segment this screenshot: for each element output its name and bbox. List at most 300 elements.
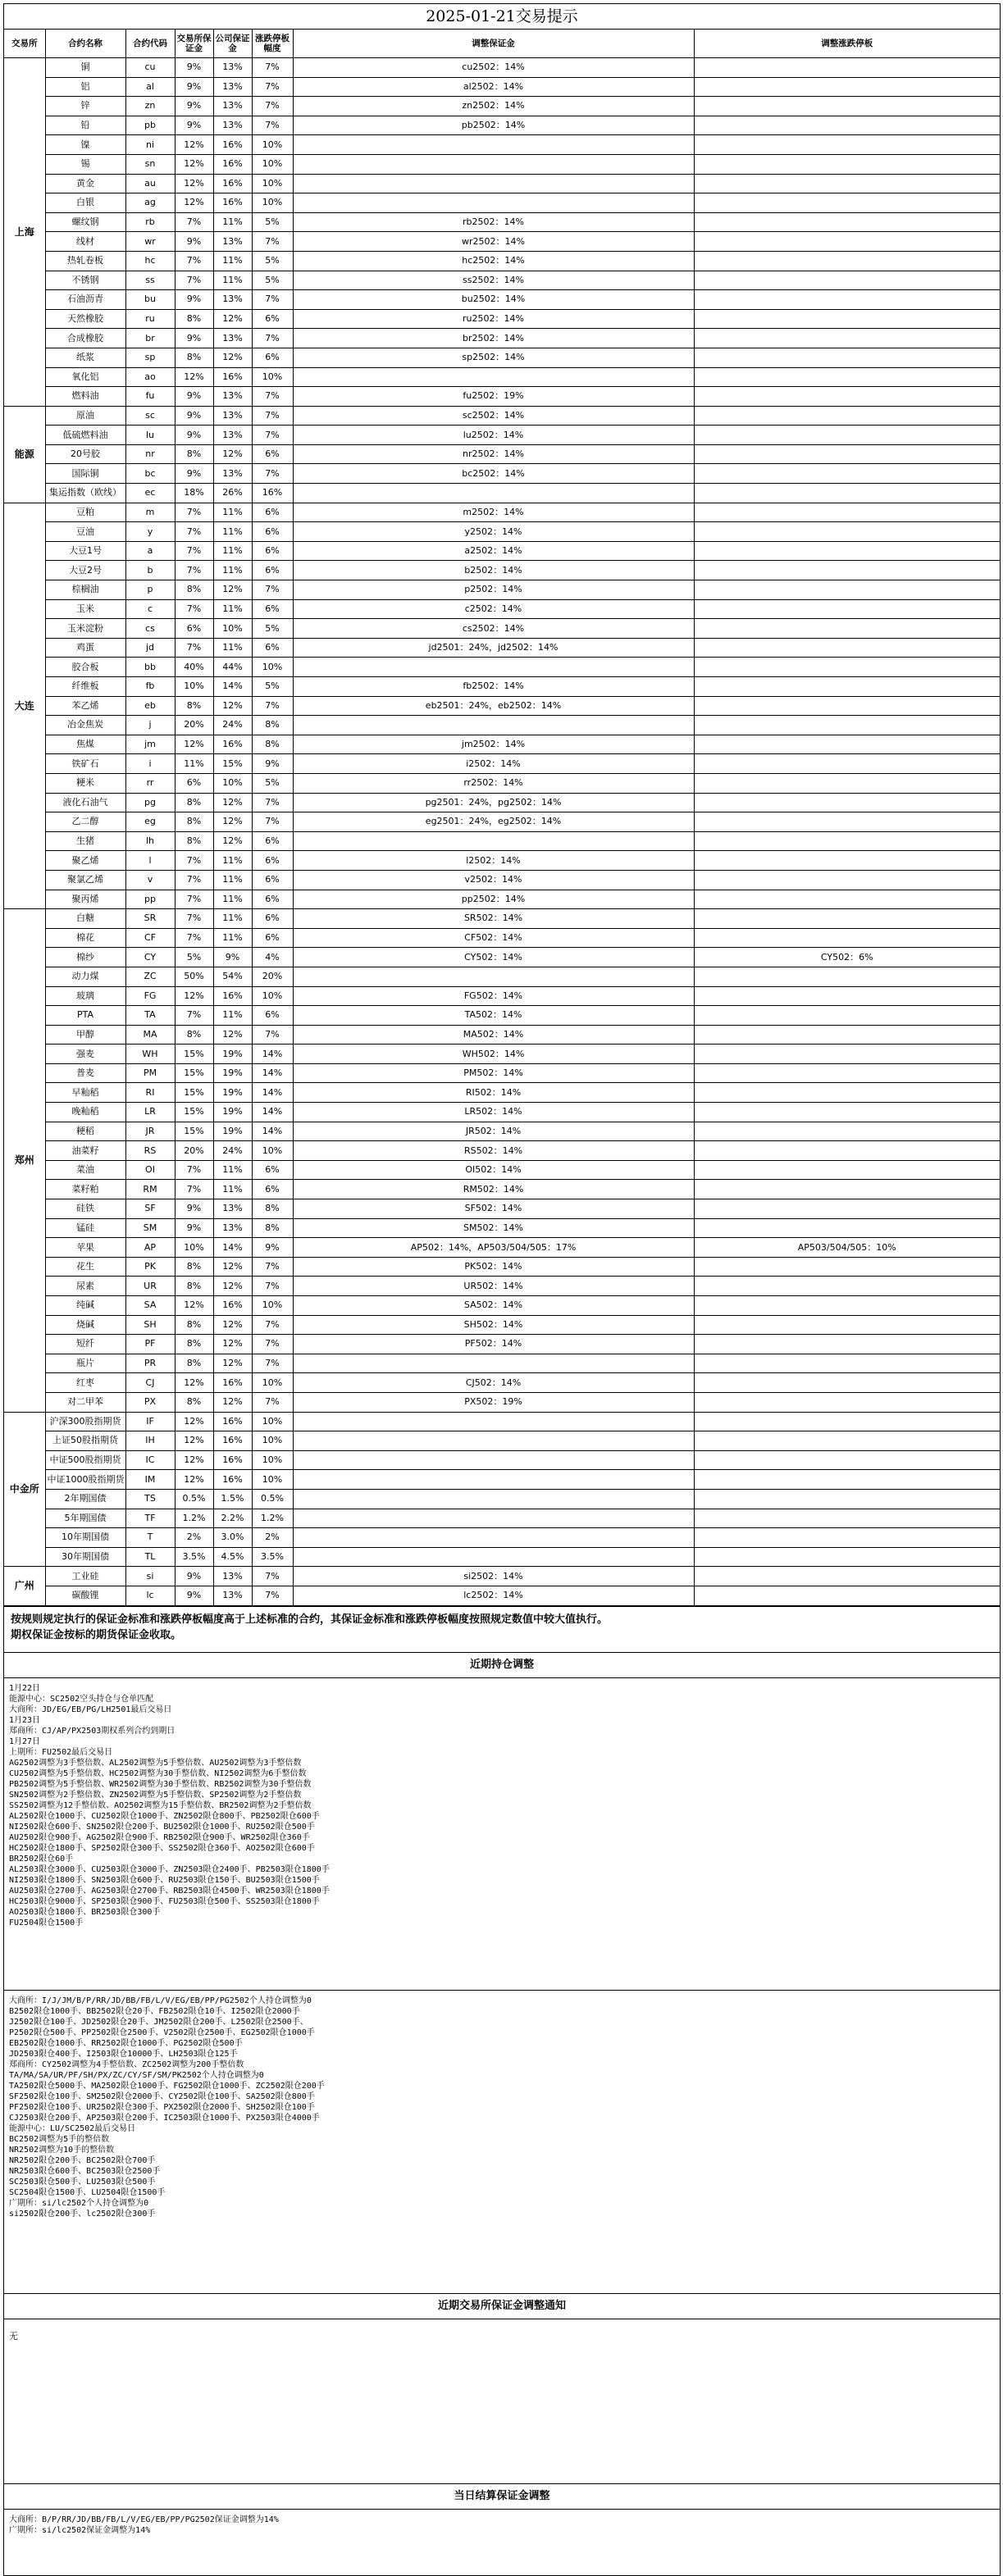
contract-code-cell: T: [125, 1528, 175, 1548]
exchange-margin-cell: 7%: [175, 212, 213, 232]
company-margin-cell: 10%: [213, 619, 252, 639]
price-limit-cell: 7%: [252, 1277, 293, 1296]
exchange-margin-cell: 12%: [175, 193, 213, 213]
price-limit-cell: 2%: [252, 1528, 293, 1548]
company-margin-cell: 15%: [213, 754, 252, 774]
adjusted-margin-cell: v2502：14%: [293, 870, 694, 890]
adjusted-limit-cell: [694, 1567, 1000, 1586]
exchange-margin-cell: 8%: [175, 793, 213, 812]
contract-name-cell: 锡: [45, 154, 125, 174]
contract-name-cell: 铁矿石: [45, 754, 125, 774]
contract-name-cell: 铅: [45, 116, 125, 135]
contract-code-cell: ni: [125, 135, 175, 155]
exchange-margin-cell: 8%: [175, 580, 213, 600]
adjusted-limit-cell: [694, 174, 1000, 193]
rule-line: 期权保证金按标的期货保证金收取。: [11, 1628, 182, 1641]
adjusted-limit-cell: [694, 580, 1000, 600]
table-body: [4, 58, 1000, 1606]
table-row: [4, 870, 1000, 890]
adjusted-margin-cell: p2502：14%: [293, 580, 694, 600]
adjusted-limit-cell: [694, 1122, 1000, 1141]
adjusted-limit-cell: [694, 97, 1000, 116]
exchange-margin-cell: 7%: [175, 271, 213, 290]
exchange-margin-cell: 8%: [175, 1257, 213, 1277]
company-margin-cell: 13%: [213, 290, 252, 310]
contract-code-cell: i: [125, 754, 175, 774]
adjusted-limit-cell: [694, 1489, 1000, 1509]
adjusted-margin-cell: nr2502：14%: [293, 444, 694, 464]
adjusted-limit-cell: [694, 812, 1000, 832]
adjusted-limit-cell: [694, 696, 1000, 716]
price-limit-cell: 10%: [252, 367, 293, 387]
adjusted-limit-cell: [694, 1547, 1000, 1567]
price-limit-cell: 5%: [252, 619, 293, 639]
adjusted-limit-cell: [694, 831, 1000, 851]
header-exchange-margin: 交易所保证金: [175, 30, 213, 58]
contract-code-cell: OI: [125, 1160, 175, 1180]
price-limit-cell: 6%: [252, 599, 293, 619]
company-margin-cell: 11%: [213, 561, 252, 580]
contract-name-cell: 玉米淀粉: [45, 619, 125, 639]
table-row: [4, 290, 1000, 310]
exchange-margin-cell: 12%: [175, 1470, 213, 1490]
table-row: [4, 793, 1000, 812]
table-row: [4, 1528, 1000, 1548]
adjusted-margin-cell: bu2502：14%: [293, 290, 694, 310]
exchange-margin-cell: 40%: [175, 658, 213, 677]
adjusted-limit-cell: [694, 735, 1000, 754]
exchange-margin-cell: 9%: [175, 464, 213, 484]
contract-code-cell: bb: [125, 658, 175, 677]
company-margin-cell: 13%: [213, 406, 252, 426]
contract-code-cell: IM: [125, 1470, 175, 1490]
adjusted-margin-cell: eb2501：24%，eb2502：14%: [293, 696, 694, 716]
table-row: [4, 1199, 1000, 1219]
company-margin-cell: 16%: [213, 1296, 252, 1316]
price-limit-cell: 7%: [252, 58, 293, 78]
adjusted-limit-cell: [694, 599, 1000, 619]
price-limit-cell: 9%: [252, 1238, 293, 1258]
table-row: [4, 1277, 1000, 1296]
exchange-margin-cell: 8%: [175, 1277, 213, 1296]
contract-code-cell: sp: [125, 348, 175, 367]
company-margin-cell: 10%: [213, 773, 252, 793]
contract-code-cell: wr: [125, 232, 175, 252]
company-margin-cell: 16%: [213, 1412, 252, 1431]
contract-code-cell: lu: [125, 426, 175, 445]
contract-name-cell: 工业硅: [45, 1567, 125, 1586]
table-row: [4, 97, 1000, 116]
contract-name-cell: 纤维板: [45, 677, 125, 697]
exchange-margin-cell: 8%: [175, 309, 213, 329]
adjusted-limit-cell: [694, 773, 1000, 793]
exchange-margin-cell: 11%: [175, 754, 213, 774]
contract-name-cell: 铝: [45, 77, 125, 97]
company-margin-cell: 26%: [213, 484, 252, 503]
exchange-margin-cell: 8%: [175, 1315, 213, 1335]
exchange-margin-cell: 7%: [175, 909, 213, 929]
contract-name-cell: 氧化铝: [45, 367, 125, 387]
price-limit-cell: 6%: [252, 909, 293, 929]
contract-code-cell: IF: [125, 1412, 175, 1431]
exchange-margin-cell: 12%: [175, 986, 213, 1006]
adjusted-margin-cell: si2502：14%: [293, 1567, 694, 1586]
exchange-margin-cell: 9%: [175, 426, 213, 445]
adjusted-margin-cell: lc2502：14%: [293, 1586, 694, 1605]
adjusted-margin-cell: bc2502：14%: [293, 464, 694, 484]
adjusted-limit-cell: [694, 1450, 1000, 1470]
exchange-margin-cell: 12%: [175, 1450, 213, 1470]
adjusted-limit-cell: [694, 135, 1000, 155]
adjusted-limit-cell: [694, 928, 1000, 948]
company-margin-cell: 13%: [213, 426, 252, 445]
contract-code-cell: ss: [125, 271, 175, 290]
exchange-margin-cell: 12%: [175, 1373, 213, 1393]
adjusted-limit-cell: [694, 1083, 1000, 1103]
price-limit-cell: 7%: [252, 1315, 293, 1335]
price-limit-cell: 6%: [252, 503, 293, 522]
adjusted-limit-cell: [694, 1431, 1000, 1451]
contract-code-cell: fb: [125, 677, 175, 697]
exchange-margin-cell: 12%: [175, 154, 213, 174]
table-row: [4, 154, 1000, 174]
adjusted-limit-cell: [694, 309, 1000, 329]
adjusted-limit-cell: [694, 986, 1000, 1006]
exchange-margin-cell: 9%: [175, 290, 213, 310]
price-limit-cell: 10%: [252, 658, 293, 677]
adjusted-limit-cell: [694, 1045, 1000, 1064]
adjusted-limit-cell: [694, 77, 1000, 97]
adjusted-limit-cell: [694, 1509, 1000, 1528]
contract-code-cell: si: [125, 1567, 175, 1586]
table-row: [4, 1006, 1000, 1026]
company-margin-cell: 12%: [213, 696, 252, 716]
adjusted-margin-cell: [293, 967, 694, 986]
company-margin-cell: 11%: [213, 271, 252, 290]
exchange-margin-cell: 8%: [175, 812, 213, 832]
contract-code-cell: RS: [125, 1141, 175, 1161]
exchange-margin-cell: 12%: [175, 1296, 213, 1316]
contract-code-cell: fu: [125, 387, 175, 407]
company-margin-cell: 16%: [213, 135, 252, 155]
contract-code-cell: RM: [125, 1180, 175, 1199]
company-margin-cell: 16%: [213, 1450, 252, 1470]
exchange-margin-cell: 6%: [175, 619, 213, 639]
adjusted-limit-cell: [694, 193, 1000, 213]
table-row: [4, 387, 1000, 407]
contract-code-cell: ag: [125, 193, 175, 213]
company-margin-cell: 19%: [213, 1063, 252, 1083]
adjusted-limit-cell: [694, 1199, 1000, 1219]
exchange-margin-cell: 18%: [175, 484, 213, 503]
exchange-margin-cell: 2%: [175, 1528, 213, 1548]
contract-code-cell: lc: [125, 1586, 175, 1605]
exchange-margin-cell: 12%: [175, 735, 213, 754]
exchange-margin-cell: 20%: [175, 1141, 213, 1161]
table-row: [4, 1431, 1000, 1451]
table-row: [4, 1218, 1000, 1238]
contract-name-cell: 燃料油: [45, 387, 125, 407]
adjusted-limit-cell: [694, 58, 1000, 78]
exchange-margin-cell: 8%: [175, 1392, 213, 1412]
price-limit-cell: 7%: [252, 406, 293, 426]
adjusted-limit-cell: [694, 444, 1000, 464]
adjusted-margin-cell: wr2502：14%: [293, 232, 694, 252]
adjusted-limit-cell: [694, 1528, 1000, 1548]
contract-code-cell: v: [125, 870, 175, 890]
exchange-margin-cell: 6%: [175, 773, 213, 793]
company-margin-cell: 12%: [213, 309, 252, 329]
contract-code-cell: ZC: [125, 967, 175, 986]
contract-code-cell: l: [125, 851, 175, 871]
adjusted-margin-cell: cs2502：14%: [293, 619, 694, 639]
price-limit-cell: 7%: [252, 290, 293, 310]
price-limit-cell: 7%: [252, 1567, 293, 1586]
adjusted-margin-cell: pp2502：14%: [293, 890, 694, 909]
company-margin-cell: 11%: [213, 212, 252, 232]
table-row: [4, 1160, 1000, 1180]
table-row: [4, 735, 1000, 754]
header-exchange: 交易所: [4, 30, 45, 58]
contract-code-cell: al: [125, 77, 175, 97]
contract-name-cell: 鸡蛋: [45, 638, 125, 658]
price-limit-cell: 10%: [252, 1373, 293, 1393]
contract-name-cell: 苯乙烯: [45, 696, 125, 716]
contract-code-cell: eb: [125, 696, 175, 716]
company-margin-cell: 16%: [213, 1431, 252, 1451]
exchange-margin-cell: 12%: [175, 1431, 213, 1451]
table-row: [4, 212, 1000, 232]
table-row: [4, 890, 1000, 909]
contract-name-cell: 上证50股指期货: [45, 1431, 125, 1451]
contract-name-cell: 沪深300股指期货: [45, 1412, 125, 1431]
price-limit-cell: 6%: [252, 870, 293, 890]
table-row: [4, 561, 1000, 580]
contract-name-cell: 铜: [45, 58, 125, 78]
adjusted-limit-cell: [694, 271, 1000, 290]
price-limit-cell: 10%: [252, 193, 293, 213]
price-limit-cell: 8%: [252, 1199, 293, 1219]
adjusted-margin-cell: pg2501：24%，pg2502：14%: [293, 793, 694, 812]
adjusted-margin-cell: RM502：14%: [293, 1180, 694, 1199]
contract-name-cell: 合成橡胶: [45, 329, 125, 348]
adjusted-margin-cell: [293, 1528, 694, 1548]
adjusted-limit-cell: [694, 561, 1000, 580]
trading-notice-sheet: [3, 3, 1001, 2576]
contract-code-cell: ec: [125, 484, 175, 503]
table-row: [4, 232, 1000, 252]
exchange-margin-cell: 7%: [175, 251, 213, 271]
table-row: [4, 986, 1000, 1006]
contract-name-cell: 烧碱: [45, 1315, 125, 1335]
notice-body: 无: [9, 2330, 18, 2342]
exchange-margin-cell: 7%: [175, 599, 213, 619]
contract-name-cell: 对二甲苯: [45, 1392, 125, 1412]
contract-name-cell: 锰硅: [45, 1218, 125, 1238]
contract-code-cell: j: [125, 716, 175, 735]
price-limit-cell: 6%: [252, 1160, 293, 1180]
exchange-margin-cell: 7%: [175, 561, 213, 580]
adjusted-limit-cell: [694, 541, 1000, 561]
exchange-cell: 广州: [4, 1567, 45, 1605]
contract-code-cell: rr: [125, 773, 175, 793]
adjusted-limit-cell: [694, 406, 1000, 426]
adjusted-limit-cell: [694, 348, 1000, 367]
company-margin-cell: 13%: [213, 1567, 252, 1586]
contract-name-cell: 强麦: [45, 1045, 125, 1064]
contract-code-cell: SR: [125, 909, 175, 929]
contract-name-cell: 尿素: [45, 1277, 125, 1296]
adjusted-margin-cell: [293, 1547, 694, 1567]
table-row: [4, 541, 1000, 561]
price-limit-cell: 5%: [252, 773, 293, 793]
contract-code-cell: pg: [125, 793, 175, 812]
contract-name-cell: 2年期国债: [45, 1489, 125, 1509]
price-limit-cell: 7%: [252, 1257, 293, 1277]
table-row: [4, 619, 1000, 639]
adjusted-limit-cell: [694, 638, 1000, 658]
adjusted-margin-cell: [293, 831, 694, 851]
contract-code-cell: y: [125, 522, 175, 542]
contract-code-cell: p: [125, 580, 175, 600]
table-row: [4, 773, 1000, 793]
adjusted-limit-cell: [694, 1180, 1000, 1199]
contract-code-cell: TA: [125, 1006, 175, 1026]
company-margin-cell: 13%: [213, 1199, 252, 1219]
contract-name-cell: 动力煤: [45, 967, 125, 986]
contract-code-cell: IC: [125, 1450, 175, 1470]
table-row: [4, 696, 1000, 716]
adjusted-margin-cell: al2502：14%: [293, 77, 694, 97]
contract-name-cell: 30年期国债: [45, 1547, 125, 1567]
contract-name-cell: 红枣: [45, 1373, 125, 1393]
company-margin-cell: 44%: [213, 658, 252, 677]
company-margin-cell: 9%: [213, 948, 252, 967]
exchange-cell: 能源: [4, 406, 45, 503]
price-limit-cell: 7%: [252, 329, 293, 348]
exchange-margin-cell: 8%: [175, 696, 213, 716]
company-margin-cell: 24%: [213, 716, 252, 735]
contract-code-cell: eg: [125, 812, 175, 832]
contract-name-cell: 聚丙烯: [45, 890, 125, 909]
company-margin-cell: 11%: [213, 503, 252, 522]
exchange-margin-cell: 15%: [175, 1045, 213, 1064]
contract-name-cell: 焦煤: [45, 735, 125, 754]
contract-code-cell: hc: [125, 251, 175, 271]
exchange-cell: 大连: [4, 503, 45, 908]
exchange-margin-cell: 5%: [175, 948, 213, 967]
price-limit-cell: 10%: [252, 1470, 293, 1490]
contract-name-cell: 晚籼稻: [45, 1103, 125, 1122]
adjusted-margin-cell: [293, 193, 694, 213]
contract-name-cell: 菜油: [45, 1160, 125, 1180]
price-limit-cell: 14%: [252, 1103, 293, 1122]
contract-code-cell: br: [125, 329, 175, 348]
exchange-margin-cell: 9%: [175, 406, 213, 426]
price-limit-cell: 10%: [252, 174, 293, 193]
adjusted-margin-cell: jm2502：14%: [293, 735, 694, 754]
price-limit-cell: 5%: [252, 677, 293, 697]
adjusted-limit-cell: [694, 1373, 1000, 1393]
table-row: [4, 1335, 1000, 1354]
exchange-margin-cell: 7%: [175, 1006, 213, 1026]
price-limit-cell: 6%: [252, 1180, 293, 1199]
company-margin-cell: 11%: [213, 1006, 252, 1026]
contract-code-cell: AP: [125, 1238, 175, 1258]
contract-name-cell: 锌: [45, 97, 125, 116]
contract-name-cell: 聚乙烯: [45, 851, 125, 871]
header-price-limit: 涨跌停板幅度: [252, 30, 293, 58]
company-margin-cell: 19%: [213, 1045, 252, 1064]
price-limit-cell: 7%: [252, 1335, 293, 1354]
price-limit-cell: 6%: [252, 541, 293, 561]
company-margin-cell: 11%: [213, 251, 252, 271]
table-row: [4, 1547, 1000, 1567]
adjusted-margin-cell: b2502：14%: [293, 561, 694, 580]
adjusted-margin-cell: UR502：14%: [293, 1277, 694, 1296]
contract-name-cell: 集运指数（欧线）: [45, 484, 125, 503]
adjusted-margin-cell: ru2502：14%: [293, 309, 694, 329]
adjusted-limit-cell: [694, 212, 1000, 232]
contract-code-cell: jm: [125, 735, 175, 754]
adjusted-margin-cell: [293, 484, 694, 503]
contract-code-cell: MA: [125, 1025, 175, 1045]
company-margin-cell: 19%: [213, 1122, 252, 1141]
adjusted-margin-cell: SR502：14%: [293, 909, 694, 929]
table-row: [4, 1045, 1000, 1064]
contract-name-cell: 豆油: [45, 522, 125, 542]
contract-name-cell: 粳稻: [45, 1122, 125, 1141]
adjusted-margin-cell: lu2502：14%: [293, 426, 694, 445]
company-margin-cell: 11%: [213, 909, 252, 929]
table-row: [4, 58, 1000, 78]
adjusted-margin-cell: [293, 1354, 694, 1373]
table-row: [4, 406, 1000, 426]
contract-name-cell: 20号胶: [45, 444, 125, 464]
contract-code-cell: bc: [125, 464, 175, 484]
price-limit-cell: 8%: [252, 735, 293, 754]
price-limit-cell: 7%: [252, 77, 293, 97]
exchange-cell: 郑州: [4, 909, 45, 1412]
table-row: [4, 1470, 1000, 1490]
adjusted-limit-cell: AP503/504/505：10%: [694, 1238, 1000, 1258]
company-margin-cell: 13%: [213, 387, 252, 407]
exchange-margin-cell: 8%: [175, 348, 213, 367]
page-title: 2025-01-21交易提示: [4, 4, 1000, 30]
contract-name-cell: 玻璃: [45, 986, 125, 1006]
adjusted-margin-cell: i2502：14%: [293, 754, 694, 774]
adjusted-margin-cell: CY502：14%: [293, 948, 694, 967]
price-limit-cell: 10%: [252, 135, 293, 155]
adjusted-margin-cell: AP502：14%，AP503/504/505：17%: [293, 1238, 694, 1258]
company-margin-cell: 13%: [213, 329, 252, 348]
price-limit-cell: 20%: [252, 967, 293, 986]
contract-name-cell: 天然橡胶: [45, 309, 125, 329]
exchange-margin-cell: 9%: [175, 1586, 213, 1605]
exchange-margin-cell: 1.2%: [175, 1509, 213, 1528]
price-limit-cell: 7%: [252, 426, 293, 445]
contract-code-cell: b: [125, 561, 175, 580]
company-margin-cell: 12%: [213, 1392, 252, 1412]
adjusted-margin-cell: WH502：14%: [293, 1045, 694, 1064]
table-row: [4, 367, 1000, 387]
adjusted-limit-cell: [694, 851, 1000, 871]
adjusted-margin-cell: RI502：14%: [293, 1083, 694, 1103]
table-row: [4, 503, 1000, 522]
company-margin-cell: 11%: [213, 890, 252, 909]
contract-name-cell: 大豆1号: [45, 541, 125, 561]
price-limit-cell: 7%: [252, 387, 293, 407]
